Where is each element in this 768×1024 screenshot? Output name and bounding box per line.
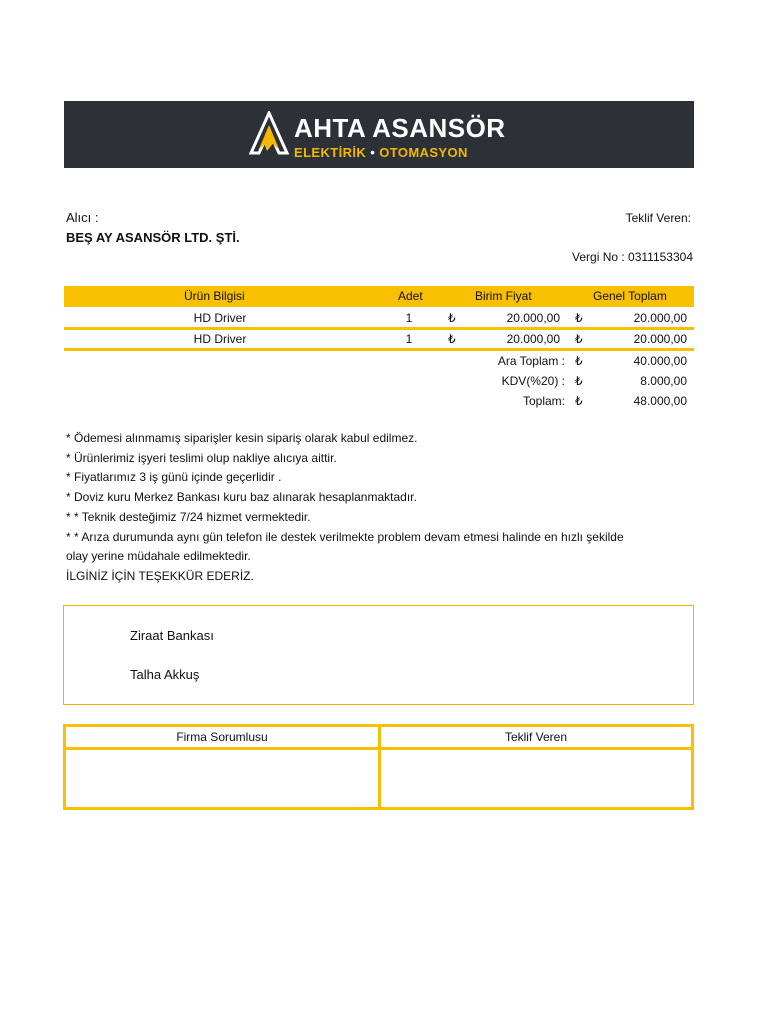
row-divider bbox=[64, 348, 694, 351]
subtotal-label: Ara Toplam : bbox=[497, 354, 565, 368]
currency-symbol: ₺ bbox=[448, 311, 456, 325]
brand-subtitle bbox=[294, 145, 468, 160]
header-product-info: Ürün Bilgisi bbox=[184, 289, 245, 303]
account-holder: Talha Akkuş bbox=[130, 667, 200, 682]
signature-table bbox=[63, 724, 694, 810]
bank-info-box bbox=[63, 605, 694, 705]
product-quantity: 1 bbox=[405, 332, 413, 346]
header-grand-total: Genel Toplam bbox=[593, 289, 667, 303]
terms-notes bbox=[66, 429, 624, 587]
thank-you-line: İLGİNİZ İÇİN TEŞEKKÜR EDERİZ. bbox=[66, 568, 254, 583]
brand-sub-dot: • bbox=[370, 145, 376, 160]
summary-vat bbox=[64, 374, 694, 392]
currency-symbol: ₺ bbox=[575, 332, 583, 346]
row-total: 20.000,00 bbox=[633, 311, 687, 325]
offer-by-label: Teklif Veren: bbox=[625, 211, 691, 225]
summary-total bbox=[64, 394, 694, 412]
note-line: * * Arıza durumunda aynı gün telefon ile destek verilmekte problem devam etmesi halinde en hızlı şekilde bbox=[66, 529, 624, 544]
unit-price: 20.000,00 bbox=[506, 332, 560, 346]
note-line: olay yerine müdahale edilmektedir. bbox=[66, 549, 251, 564]
header-banner bbox=[64, 101, 694, 168]
row-total: 20.000,00 bbox=[633, 332, 687, 346]
note-line: * Doviz kuru Merkez Bankası kuru baz alınarak hesaplanmaktadır. bbox=[66, 490, 417, 505]
subtotal-value: 40.000,00 bbox=[633, 354, 687, 368]
total-value: 48.000,00 bbox=[633, 394, 687, 408]
currency-symbol: ₺ bbox=[575, 394, 583, 408]
currency-symbol: ₺ bbox=[575, 354, 583, 368]
summary-subtotal bbox=[64, 354, 694, 372]
brand-sub-right: OTOMASYON bbox=[379, 145, 468, 160]
note-line: * Fiyatlarımız 3 iş günü içinde geçerlidir . bbox=[66, 470, 282, 485]
product-name: HD Driver bbox=[193, 311, 247, 325]
company-responsible-header: Firma Sorumlusu bbox=[176, 730, 268, 744]
currency-symbol: ₺ bbox=[575, 374, 583, 388]
bank-name: Ziraat Bankası bbox=[130, 628, 214, 643]
currency-symbol: ₺ bbox=[575, 311, 583, 325]
note-line: * * Teknik desteğimiz 7/24 hizmet vermektedir. bbox=[66, 509, 311, 524]
header-unit-price: Birim Fiyat bbox=[475, 289, 532, 303]
table-row bbox=[64, 330, 694, 348]
table-row bbox=[64, 309, 694, 327]
header-quantity: Adet bbox=[398, 289, 423, 303]
product-quantity: 1 bbox=[405, 311, 413, 325]
vat-label: KDV(%20) : bbox=[501, 374, 565, 388]
product-name: HD Driver bbox=[193, 332, 247, 346]
ahta-logo-icon bbox=[249, 111, 289, 157]
unit-price: 20.000,00 bbox=[506, 311, 560, 325]
offer-by-header: Teklif Veren bbox=[504, 730, 568, 744]
table-header bbox=[64, 286, 694, 307]
recipient-label: Alıcı : bbox=[66, 210, 99, 225]
note-line: * Ürünlerimiz işyeri teslimi olup nakliye alıcıya aittir. bbox=[66, 450, 337, 465]
recipient-name: BEŞ AY ASANSÖR LTD. ŞTİ. bbox=[66, 230, 240, 245]
vat-value: 8.000,00 bbox=[640, 374, 687, 388]
brand-title: AHTA ASANSÖR bbox=[294, 113, 506, 143]
note-line: * Ödemesi alınmamış siparişler kesin sipariş olarak kabul edilmez. bbox=[66, 431, 418, 445]
tax-number: Vergi No : 0311153304 bbox=[572, 250, 693, 264]
brand-sub-left: ELEKTİRİK bbox=[294, 145, 367, 160]
currency-symbol: ₺ bbox=[448, 332, 456, 346]
total-label: Toplam: bbox=[522, 394, 565, 408]
signature-divider-horizontal bbox=[66, 747, 691, 750]
